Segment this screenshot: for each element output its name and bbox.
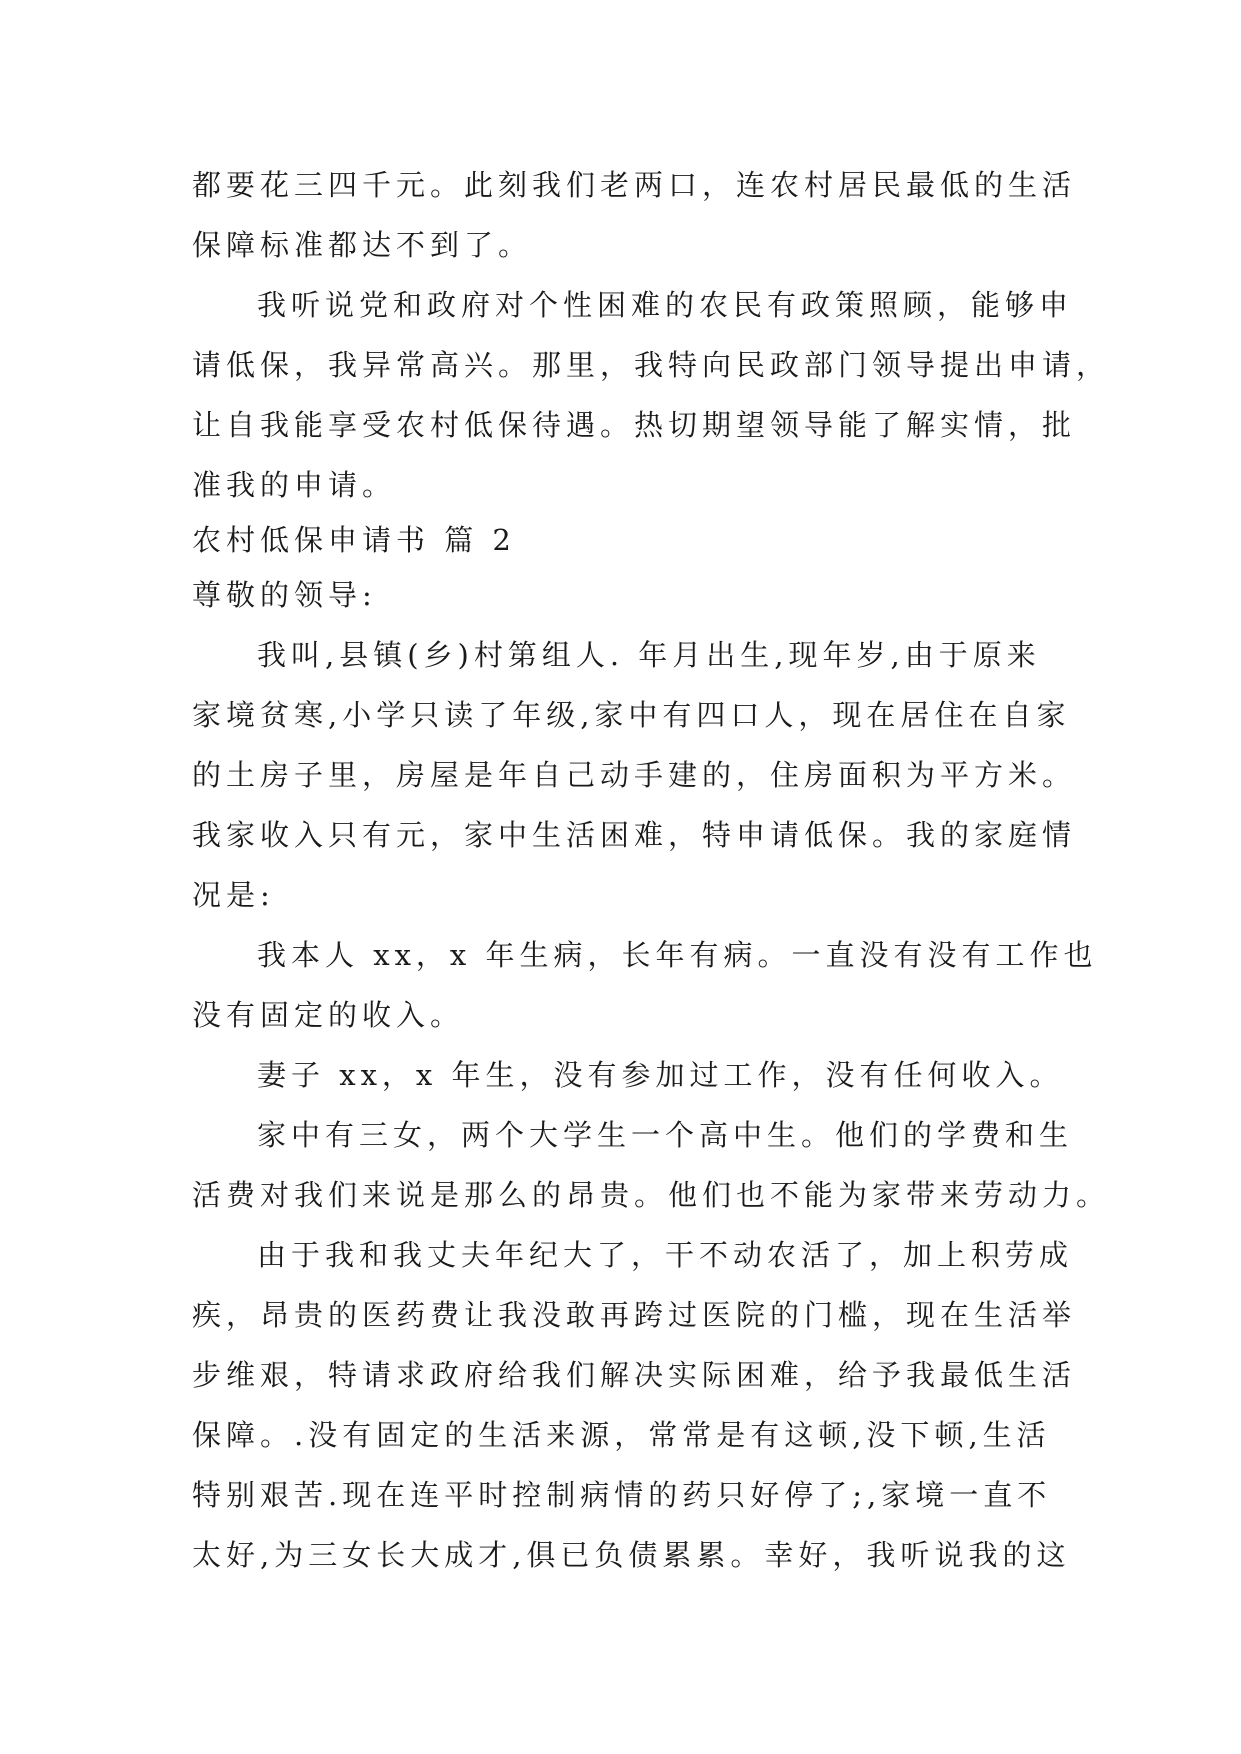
- text-line: 妻子 xx，x 年生，没有参加过工作，没有任何收入。: [257, 1058, 1064, 1092]
- text-line: 都要花三四千元。此刻我们老两口，连农村居民最低的生活: [192, 168, 1077, 202]
- text-line: 准我的申请。: [192, 468, 397, 502]
- text-line: 没有固定的收入。: [192, 998, 465, 1032]
- text-line: 特别艰苦.现在连平时控制病情的药只好停了;,家境一直不: [192, 1478, 1052, 1512]
- text-line: 我本人 xx，x 年生病，长年有病。一直没有没有工作也: [257, 938, 1098, 972]
- text-line: 家中有三女，两个大学生一个高中生。他们的学费和生: [257, 1118, 1074, 1152]
- section-heading: 农村低保申请书 篇 2: [192, 523, 516, 557]
- salutation: 尊敬的领导:: [192, 578, 377, 612]
- text-line: 家境贫寒,小学只读了年级,家中有四口人，现在居住在自家: [192, 698, 1071, 732]
- text-line: 保障。.没有固定的生活来源，常常是有这顿,没下顿,生活: [192, 1418, 1051, 1452]
- text-line: 太好,为三女长大成才,俱已负债累累。幸好，我听说我的这: [192, 1538, 1071, 1572]
- text-line: 我听说党和政府对个性困难的农民有政策照顾，能够申: [257, 288, 1074, 322]
- text-line: 活费对我们来说是那么的昂贵。他们也不能为家带来劳动力。: [192, 1178, 1111, 1212]
- text-line: 步维艰，特请求政府给我们解决实际困难，给予我最低生活: [192, 1358, 1077, 1392]
- text-line: 由于我和我丈夫年纪大了，干不动农活了，加上积劳成: [257, 1238, 1074, 1272]
- text-line: 请低保，我异常高兴。那里，我特向民政部门领导提出申请，: [192, 348, 1111, 382]
- text-line: 况是:: [192, 878, 275, 912]
- text-line: 我叫,县镇(乡)村第组人. 年月出生,现年岁,由于原来: [257, 638, 1041, 672]
- text-line: 我家收入只有元，家中生活困难，特申请低保。我的家庭情: [192, 818, 1077, 852]
- text-line: 保障标准都达不到了。: [192, 228, 533, 262]
- text-line: 疾，昂贵的医药费让我没敢再跨过医院的门槛，现在生活举: [192, 1298, 1077, 1332]
- text-line: 的土房子里，房屋是年自己动手建的，住房面积为平方米。: [192, 758, 1077, 792]
- text-line: 让自我能享受农村低保待遇。热切期望领导能了解实情，批: [192, 408, 1077, 442]
